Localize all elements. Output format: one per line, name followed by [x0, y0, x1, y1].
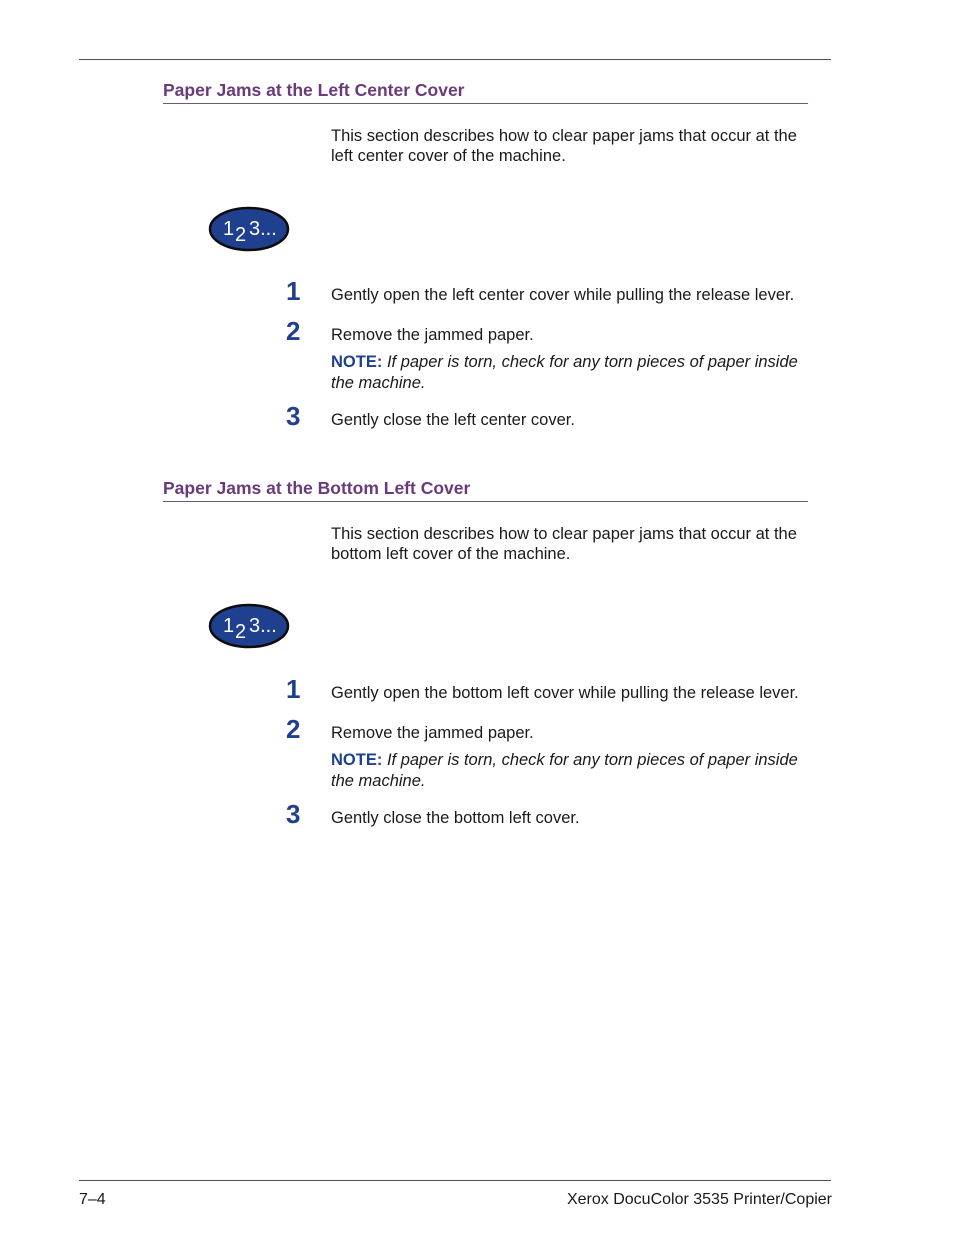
footer-rule	[79, 1180, 831, 1181]
intro-line: bottom left cover of the machine.	[331, 545, 571, 563]
icon-digit-1: 1	[223, 218, 235, 240]
icon-digit-3: 3...	[249, 218, 277, 240]
step-text: Gently open the bottom left cover while pulling the release lever.	[331, 684, 799, 702]
section-intro	[331, 126, 831, 166]
section-heading-bottom-left-cover: Paper Jams at the Bottom Left Cover	[163, 478, 808, 502]
intro-line: left center cover of the machine.	[331, 147, 566, 165]
header-rule	[79, 59, 831, 60]
note-text: the machine.	[331, 374, 426, 392]
step-text: Remove the jammed paper.	[331, 326, 534, 344]
note	[331, 352, 831, 394]
step-text: Gently open the left center cover while pulling the release lever.	[331, 286, 795, 304]
product-name: Xerox DocuColor 3535 Printer/Copier	[566, 1191, 832, 1208]
icon-digit-2: 2	[235, 224, 247, 246]
icon-digit-1: 1	[223, 615, 235, 637]
step-number: 3	[286, 401, 301, 431]
icon-digit-3: 3...	[249, 615, 277, 637]
note-label: NOTE:	[331, 751, 383, 769]
note-text: If paper is torn, check for any torn pieces of paper inside	[386, 353, 798, 371]
section-heading-left-center-cover: Paper Jams at the Left Center Cover	[163, 80, 808, 104]
step-text: Gently close the left center cover.	[331, 411, 575, 429]
note-text: If paper is torn, check for any torn pieces of paper inside	[386, 751, 798, 769]
intro-line: This section describes how to clear paper jams that occur at the	[331, 525, 797, 543]
step-text: Remove the jammed paper.	[331, 724, 534, 742]
procedure-steps-icon	[208, 206, 290, 252]
step-number: 1	[286, 674, 301, 704]
section-intro	[331, 524, 831, 564]
step-number: 2	[286, 714, 301, 744]
note-label: NOTE:	[331, 353, 383, 371]
note	[331, 750, 831, 792]
note-text: the machine.	[331, 772, 426, 790]
step-number: 1	[286, 276, 301, 306]
icon-digit-2: 2	[235, 621, 247, 643]
step-number: 3	[286, 799, 301, 829]
procedure-steps-icon	[208, 603, 290, 649]
intro-line: This section describes how to clear paper jams that occur at the	[331, 127, 797, 145]
step-number: 2	[286, 316, 301, 346]
page-number: 7–4	[79, 1191, 106, 1208]
step-text: Gently close the bottom left cover.	[331, 809, 580, 827]
